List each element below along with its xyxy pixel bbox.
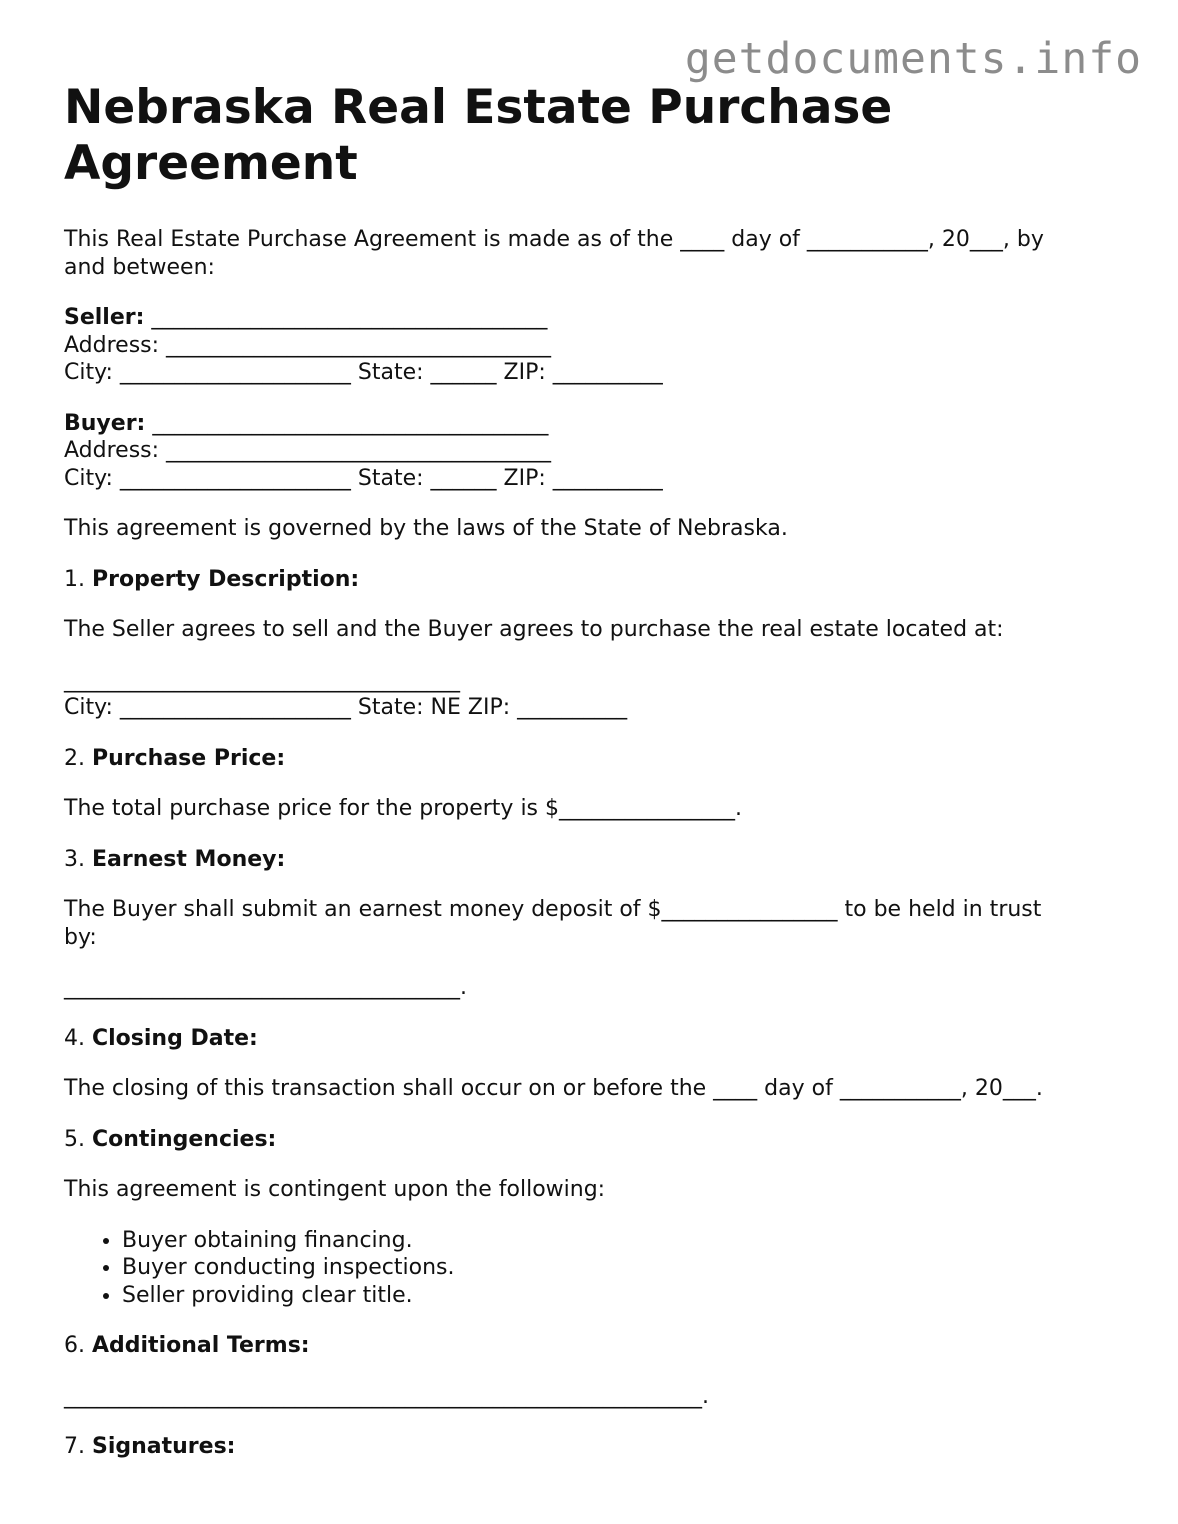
property-city-line: City: _____________________ State: NE ZIP: __________ [64, 695, 628, 720]
buyer-city-line: City: _____________________ State: ______ ZIP: __________ [64, 465, 663, 491]
contingency-item: • Buyer obtaining financing. [122, 1227, 1124, 1255]
section-3-heading [64, 846, 1124, 874]
intro-line-1: This Real Estate Purchase Agreement is made as of the ____ day of ___________, 20___, by [64, 227, 1044, 252]
section-2-heading [64, 745, 1124, 773]
section-3-text-line-2: by: [64, 924, 97, 950]
document-title [64, 80, 1124, 192]
section-5-title: Contingencies: [91, 1126, 277, 1152]
seller-label: Seller: [64, 305, 145, 330]
escrow-holder-blank: ____________________________________. [64, 975, 467, 1000]
section-2-text: The total purchase price for the property is $________________. [64, 796, 743, 821]
title-line-2: Agreement [64, 136, 358, 191]
section-3-number: 3. [64, 846, 92, 872]
seller-name-blank: ____________________________________ [144, 305, 548, 330]
section-6-heading [64, 1332, 1124, 1360]
contingency-item: • Seller providing clear title. [122, 1282, 1124, 1310]
section-6-number: 6. [64, 1333, 92, 1358]
property-address-blank: ____________________________________ [64, 667, 460, 693]
buyer-name-blank: ____________________________________ [145, 410, 549, 436]
section-6-title: Additional Terms: [91, 1333, 310, 1358]
section-2-number: 2. [64, 745, 92, 771]
section-5-number: 5. [64, 1126, 92, 1152]
section-3-title: Earnest Money: [91, 846, 286, 872]
section-7-number: 7. [64, 1434, 92, 1459]
seller-city-line: City: _____________________ State: ______ ZIP: __________ [64, 360, 663, 385]
intro-line-2: and between: [64, 254, 215, 280]
section-5-text: This agreement is contingent upon the following: [64, 1177, 606, 1202]
section-4-heading [64, 1025, 1124, 1053]
section-4-number: 4. [64, 1025, 92, 1051]
seller-name-line [64, 304, 1124, 332]
section-1-number: 1. [64, 566, 92, 592]
buyer-name-line [64, 410, 1124, 438]
governing-law: This agreement is governed by the laws of the State of Nebraska. [64, 516, 788, 541]
additional-terms-blank: __________________________________________________________. [64, 1383, 709, 1409]
intro-paragraph [64, 226, 1124, 281]
section-7-heading [64, 1433, 1124, 1461]
buyer-block [64, 410, 1124, 493]
section-3-text-line-1: The Buyer shall submit an earnest money deposit of $________________ to be held in trust [64, 897, 1042, 922]
section-4-title: Closing Date: [91, 1025, 258, 1051]
section-7-title: Signatures: [91, 1434, 236, 1459]
section-5-heading [64, 1126, 1124, 1154]
section-3-text [64, 896, 1124, 951]
buyer-label: Buyer: [64, 410, 146, 436]
document-page [64, 80, 1124, 1461]
seller-address-line: Address: ___________________________________ [64, 332, 552, 358]
watermark: getdocuments.info [684, 34, 1142, 84]
title-line-1: Nebraska Real Estate Purchase [64, 80, 893, 135]
buyer-address-line: Address: ___________________________________ [64, 438, 552, 463]
contingency-item: • Buyer conducting inspections. [122, 1254, 1124, 1282]
section-1-heading [64, 566, 1124, 594]
section-2-title: Purchase Price: [91, 745, 286, 771]
section-4-text: The closing of this transaction shall occur on or before the ____ day of ___________, 20___. [64, 1076, 1043, 1101]
seller-block [64, 304, 1124, 387]
section-1-title: Property Description: [91, 566, 360, 592]
section-1-text: The Seller agrees to sell and the Buyer agrees to purchase the real estate located at: [64, 617, 1004, 642]
contingency-list [64, 1227, 1124, 1310]
